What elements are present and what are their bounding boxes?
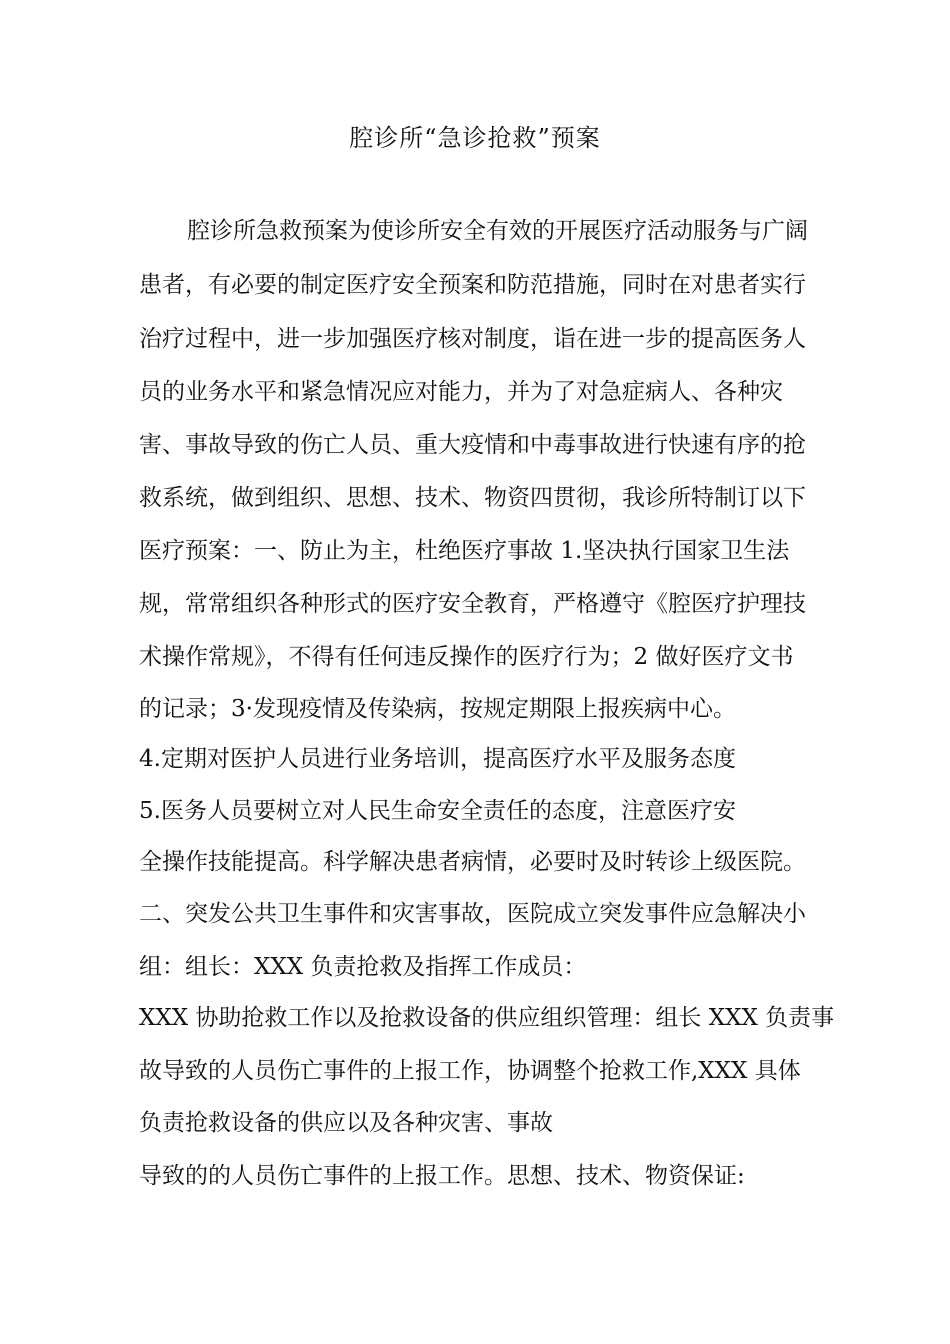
paragraph-line: 全操作技能提高。科学解决患者病情，必要时及时转诊上级医院。 [139,849,806,875]
paragraph-line: 员的业务水平和紧急情况应对能力，并为了对急症病人、各种灾 [139,379,783,405]
paragraph-line: 医疗预案：一、防止为主，杜绝医疗事故 1.坚决执行国家卫生法 [139,538,790,564]
paragraph-line: 规，常常组织各种形式的医疗安全教育，严格遵守《腔医疗护理技 [139,591,806,617]
paragraph-line: 术操作常规》，不得有任何违反操作的医疗行为；2 做好医疗文书 [139,644,794,670]
paragraph-line: 救系统，做到组织、思想、技术、物资四贯彻，我诊所特制订以下 [139,485,806,511]
paragraph-line: 导致的的人员伤亡事件的上报工作。思想、技术、物资保证: [139,1163,745,1189]
paragraph-line: XXX 协助抢救工作以及抢救设备的供应组织管理：组长 XXX 负责事 [139,1005,835,1031]
paragraph-line: 故导致的人员伤亡事件的上报工作，协调整个抢救工作,XXX 具体 [139,1058,801,1084]
paragraph-line: 5.医务人员要树立对人民生命安全责任的态度，注意医疗安 [139,798,736,824]
paragraph-line: 治疗过程中，进一步加强医疗核对制度，诣在进一步的提高医务人 [139,326,806,352]
paragraph-line: 二、突发公共卫生事件和灾害事故，医院成立突发事件应急解决小 [139,901,806,927]
paragraph-line: 患者，有必要的制定医疗安全预案和防范措施，同时在对患者实行 [139,272,806,298]
paragraph-line: 害、事故导致的伤亡人员、重大疫情和中毒事故进行快速有序的抢 [139,432,806,458]
paragraph-line: 腔诊所急救预案为使诊所安全有效的开展医疗活动服务与广阔 [187,218,808,244]
document-title: 腔诊所“急诊抢救”预案 [349,124,601,152]
paragraph-line: 负责抢救设备的供应以及各种灾害、事故 [139,1110,553,1136]
paragraph-line: 4.定期对医护人员进行业务培训，提高医疗水平及服务态度 [139,746,736,772]
paragraph-line: 组：组长：XXX 负责抢救及指挥工作成员： [139,954,587,980]
paragraph-line: 的记录；3·发现疫情及传染病，按规定期限上报疾病中心。 [139,696,736,722]
document-body [139,0,835,1344]
